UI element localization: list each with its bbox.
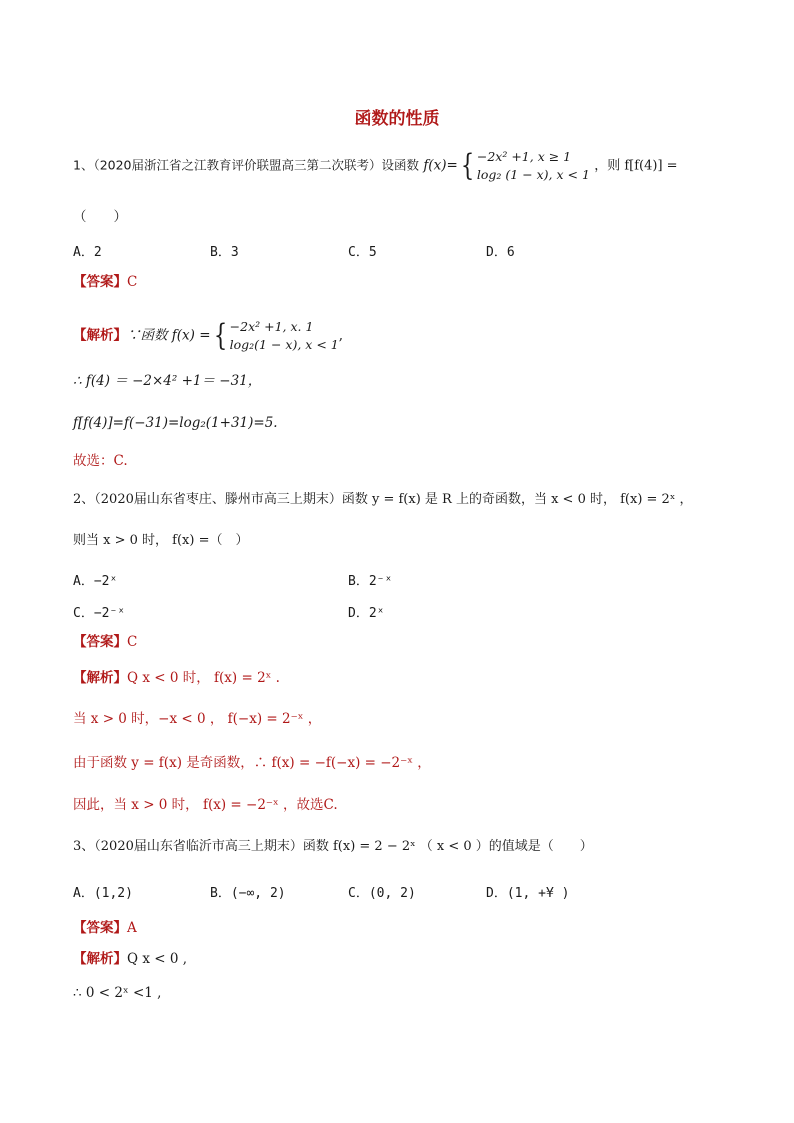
q2-answer-line [73,633,137,651]
q2-option-d: D．2ˣ [348,606,385,621]
q2-analysis-4: 因此，当 x > 0 时， f(x) = −2⁻ˣ ，故选C. [73,797,338,813]
q2-option-a: A．−2ˣ [73,574,118,589]
q2-analysis-3: 由于函数 y = f(x) 是奇函数，∴ f(x) = −f(−x) = −2⁻ˣ ， [73,755,431,771]
q2-analysis-tag: 【解析】 [73,670,127,686]
q3-stem: 3、（2020届山东省临沂市高三上期末）函数 f(x) = 2 − 2ˣ （ x < 0 ）的值域是（ ） [73,839,593,854]
q1-case2: log₂ (1 − x), x < 1 [476,167,590,182]
q1-analysis-tag: 【解析】 [73,327,127,344]
q1-stem [73,148,678,184]
q3-answer-line [73,919,137,937]
q3-analysis-2: ∴ 0 < 2ˣ <1 , [73,985,162,1001]
q1-analysis-case1: −2x² +1, x. 1 [229,319,314,334]
q1-piecewise: { −2x² +1, x ≥ 1 log₂ (1 − x), x < 1 [460,148,590,183]
q2-stem-1: 2、（2020届山东省枣庄、滕州市高三上期末）函数 y = f(x) 是 R 上的奇函数，当 x < 0 时， f(x) = 2ˣ ， [73,492,693,507]
q1-option-b: B．3 [210,245,239,260]
q3-option-b: B．(−∞, 2) [210,886,286,901]
q1-fx: f(x)= [423,157,458,174]
q1-option-d: D．6 [486,245,515,260]
q2-option-b: B．2⁻ˣ [348,574,393,589]
q3-analysis-1: Q x < 0 , [127,951,188,967]
q2-answer-tag: 【答案】 [73,634,127,650]
q1-analysis-tail: , [338,327,344,344]
q2-analysis-2: 当 x > 0 时，−x < 0 ， f(−x) = 2⁻ˣ ， [73,711,322,727]
q1-step2: f[f(4)]=f(−31)=log₂(1+31)=5. [73,415,278,431]
q1-answer-tag: 【答案】 [73,274,127,290]
q3-answer: A [127,920,137,936]
q2-answer: C [127,634,138,650]
q1-option-a: A．2 [73,245,102,260]
q1-answer: C [127,274,138,290]
q1-analysis-piecewise: { −2x² +1, x. 1 log₂(1 − x), x < 1 [213,318,339,353]
q1-step1: ∴ f(4) ＝ −2×4² +1＝ −31， [73,373,262,389]
q2-analysis-line [73,669,280,687]
q1-answer-line [73,273,137,291]
q3-analysis-line [73,950,187,968]
q1-analysis-line [73,318,343,354]
q2-option-c: C．−2⁻ˣ [73,606,126,621]
q1-analysis-lead: ∵函数 f(x) = [127,327,211,344]
q1-paren: （ ） [73,209,127,225]
q2-analysis-1: Q x < 0 时， f(x) = 2ˣ . [127,670,280,686]
q3-option-a: A．(1,2) [73,886,133,901]
q1-conclusion: 故选：C. [73,453,128,469]
q3-option-c: C．(0, 2) [348,886,416,901]
q2-stem-2: 则当 x > 0 时， f(x) =（ ） [73,533,249,548]
page-title: 函数的性质 [354,109,440,129]
q1-case1: −2x² +1, x ≥ 1 [476,149,572,164]
q3-answer-tag: 【答案】 [73,920,127,936]
q1-option-c: C．5 [348,245,377,260]
q1-prefix: 1、（2020届浙江省之江教育评价联盟高三第二次联考）设函数 [73,157,420,173]
q3-analysis-tag: 【解析】 [73,951,127,967]
q1-analysis-case2: log₂(1 − x), x < 1 [229,337,339,352]
q3-option-d: D．(1, +¥ ) [486,886,570,901]
q1-suffix: ，则 f[f(4)] = [594,158,678,174]
